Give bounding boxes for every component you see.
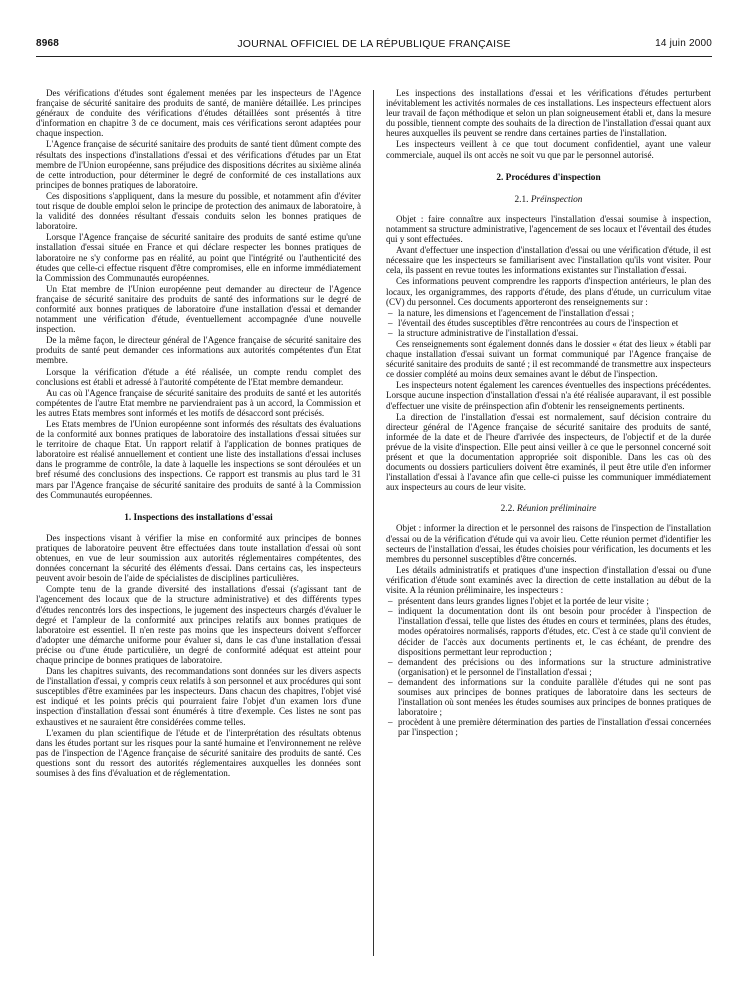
header-rule xyxy=(36,56,712,57)
list-item: – demandent des précisions ou des informations sur la structure administrative (organisation) et le personnel de l'installation d'essai ; xyxy=(386,657,711,677)
paragraph: Les inspections des installations d'essai et les vérifications d'études perturbent inévitablement les activités normales de ces installations. Les inspecteurs effectuent alors leur travail de façon méthodique et selon un plan soigneusement établi et, dans la mesure du possible, tiennent compte des souhaits de la direction de l'installation d'essai quant aux heures auxquelles ils peuvent se rendre dans certaines parties de l'installation. xyxy=(386,88,711,139)
left-column xyxy=(36,88,361,779)
subsection-heading xyxy=(386,504,711,514)
paragraph: Un Etat membre de l'Union européenne peut demander au directeur de l'Agence française de sécurité sanitaire des produits de santé des informations sur le degré de conformité aux bonnes pratiques de laboratoire d'une installation d'essai et demander notamment une vérification d'étude, éventuellement accompagnée d'une nouvelle inspection. xyxy=(36,283,361,335)
paragraph: Avant d'effectuer une inspection d'installation d'essai ou une vérification d'étude, il est nécessaire que les inspecteurs se familiarisent avec l'installation qu'ils vont visiter. Pour cela, ils passent en revue toutes les informations existantes sur l'installation d'essai. xyxy=(386,245,711,276)
list-item: – présentent dans leurs grandes lignes l'objet et la portée de leur visite ; xyxy=(386,596,711,606)
subsection-number: 2.1. xyxy=(514,194,529,205)
paragraph: Ces informations peuvent comprendre les rapports d'inspection antérieurs, le plan des locaux, les organigrammes, des rapports d'étude, des plans d'étude, un curriculum vitae (CV) du personnel. Ces documents apporteront des renseignements sur : xyxy=(386,276,711,307)
paragraph: Les Etats membres de l'Union européenne sont informés des résultats des évaluations de la conformité aux bonnes pratiques de laboratoire des installations d'essai situées sur le territoire de chaque Etat. Un rapport relatif à l'application de bonnes pratiques de laboratoire est réalisé annuellement et contient une liste des installations d'essai incluses dans le programme de contrôle, la date à laquelle les inspections se sont déroulées et un bref résumé des conclusions des inspections. Ce rapport est transmis au plus tard le 31 mars par l'Agence française de sécurité sanitaire des produits de santé à la Commission des Communautés européennes. xyxy=(36,419,361,500)
page-number: 8968 xyxy=(36,38,60,49)
paragraph: L'examen du plan scientifique de l'étude et de l'interprétation des résultats obtenus dans les études portant sur les risques pour la santé humaine et l'environnement ne relève pas de l'inspection de l'Agence française de sécurité sanitaire des produits de santé. Ces questions sont du ressort des autorités réglementaires auxquelles les données sont soumises à des fins d'évaluation et de réglementation. xyxy=(36,727,361,778)
paragraph: Objet : informer la direction et le personnel des raisons de l'inspection de l'installation d'essai ou de la vérification d'étude qui va avoir lieu. Cette réunion permet d'identifier les secteurs de l'installation d'essai, les études choisies pour vérification, les documents et les membres du personnel susceptibles d'être concernés. xyxy=(386,523,711,564)
paragraph: Compte tenu de la grande diversité des installations d'essai (s'agissant tant de l'agencement des locaux que de la structure administrative) et des différents types d'études rencontrés lors des inspections, le jugement des inspecteurs chargés d'évaluer le degré et l'ampleur de la conformité aux principes relatifs aux bonnes pratiques de laboratoire est essentiel. Il n'en reste pas moins que les inspecteurs doivent s'efforcer d'adopter une démarche uniforme pour évaluer si, dans le cas d'une installation d'essai précise ou d'une étude particulière, un degré de conformité adéquat est atteint pour chaque principe de bonnes pratiques de laboratoire. xyxy=(36,584,361,665)
paragraph: Lorsque la vérification d'étude a été réalisée, un compte rendu complet des conclusions est établi et adressé à l'autorité compétente de l'Etat membre demandeur. xyxy=(36,366,361,387)
paragraph: Les détails administratifs et pratiques d'une inspection d'installation d'essai ou d'une vérification d'étude sont examinés avec la direction de cette installation au début de la visite. A la réunion préliminaire, les inspecteurs : xyxy=(386,564,711,596)
subsection-title: Préinspection xyxy=(530,194,583,205)
list-item: – indiquent la documentation dont ils ont besoin pour procéder à l'inspection de l'installation d'essai, telle que listes des études en cours et terminées, plans des études, modes opératoires normalisés, rapports d'études, etc. C'est à ce stade qu'il convient de décider de l'accès aux documents pertinents et, le cas échéant, de prendre des dispositions permettant leur reproduction ; xyxy=(386,606,711,656)
list-item: – procèdent à une première détermination des parties de l'installation d'essai concernées par l'inspection ; xyxy=(386,717,711,737)
subsection-number: 2.2. xyxy=(500,504,515,515)
paragraph: Objet : faire connaître aux inspecteurs l'installation d'essai soumise à inspection, notamment sa structure administrative, l'agencement de ses locaux et l'éventail des études qui y sont effectuées. xyxy=(386,213,711,245)
page-header xyxy=(36,38,712,52)
paragraph: Les inspecteurs veillent à ce que tout document confidentiel, ayant une valeur commerciale, auquel ils ont accès ne soit vu que par le personnel autorisé. xyxy=(386,139,711,160)
paragraph: Ces dispositions s'appliquent, dans la mesure du possible, et notamment afin d'éviter tout risque de double emploi selon le principe de protection des animaux de laboratoire, à la validité des données résultant d'essais conduits selon les bonnes pratiques de laboratoire. xyxy=(36,190,361,232)
bullet-list xyxy=(386,308,711,338)
paragraph: Les inspecteurs notent également les carences éventuelles des inspections précédentes. Lorsque aucune inspection d'installation d'essai n'a été réalisée auparavant, il est possible d'effectuer une visite de préinspection afin d'obtenir les renseignements pertinents. xyxy=(386,380,711,411)
paragraph: De la même façon, le directeur général de l'Agence française de sécurité sanitaire des produits de santé peut demander ces informations aux autorités compétentes d'un Etat membre. xyxy=(36,335,361,366)
list-item: – la structure administrative de l'installation d'essai. xyxy=(386,328,711,338)
subsection-heading xyxy=(386,195,711,205)
paragraph: Dans les chapitres suivants, des recommandations sont données sur les divers aspects de l'installation d'essai, y compris ceux relatifs à son personnel et aux procédures qui sont susceptibles d'être examinées par les inspecteurs. Dans chacun des chapitres, l'objet visé est indiqué et les points précis qui pourraient faire l'objet d'un examen lors d'une inspection d'installation d'essai sont énumérés à titre d'exemple. Ces listes ne sont pas exhaustives et ne sauraient être considérées comme telles. xyxy=(36,666,361,727)
paragraph: Ces renseignements sont également donnés dans le dossier « état des lieux » établi par chaque installation d'essai suivant un format communiqué par l'Agence française de sécurité sanitaire des produits de santé ; il est recommandé de transmettre aux inspecteurs ce dossier complété au moins deux semaines avant le début de l'inspection. xyxy=(386,338,711,380)
right-column xyxy=(386,88,711,738)
list-item: – la nature, les dimensions et l'agencement de l'installation d'essai ; xyxy=(386,308,711,318)
paragraph: Des inspections visant à vérifier la mise en conformité aux principes de bonnes pratiques de laboratoire peuvent être effectuées dans toute installation d'essai où sont obtenues, en vue de leur soumission aux autorités réglementaires compétentes, des données concernant la sécurité des éléments d'essai. Dans certains cas, les inspecteurs peuvent avoir besoin de l'aide de spécialistes de disciplines particulières. xyxy=(36,532,361,584)
journal-title: JOURNAL OFFICIEL DE LA RÉPUBLIQUE FRANÇAISE xyxy=(237,38,511,50)
section-heading: 1. Inspections des installations d'essai xyxy=(124,512,273,523)
column-divider xyxy=(373,90,374,956)
paragraph: Des vérifications d'études sont également menées par les inspecteurs de l'Agence française de sécurité sanitaire des produits de santé, de manière détaillée. Les principes généraux de conduite des vérifications d'études détaillées sont présentés à titre d'information en chapitre 3 de ce document, mais ces vérifications seront adaptées pour chaque inspection. xyxy=(36,88,361,139)
paragraph: L'Agence française de sécurité sanitaire des produits de santé tient dûment compte des résultats des inspections d'installations d'essai et des vérifications d'études par un Etat membre de l'Union européenne, sans préjudice des dispositions décrites au sixième alinéa de cette introduction, pour déterminer le degré de conformité de ces installations aux principes de bonnes pratiques de laboratoire. xyxy=(36,139,361,190)
paragraph: Lorsque l'Agence française de sécurité sanitaire des produits de santé estime qu'une installation d'essai située en France et qui déclare respecter les bonnes pratiques de laboratoire ne s'y conforme pas en réalité, au point que l'intégrité ou l'authenticité des études que celle-ci effectue risquent d'être compromises, elle en informe immédiatement la Commission des Communautés européennes. xyxy=(36,232,361,283)
paragraph: La direction de l'installation d'essai est normalement, sauf décision contraire du directeur général de l'Agence française de sécurité sanitaire des produits de santé, informée de la date et de l'heure d'arrivée des inspecteurs, de l'objectif et de la durée prévue de la visite d'inspection. Elle peut ainsi veiller à ce que le personnel concerné soit présent et que la documentation appropriée soit disponible. Dans les cas où des documents ou dossiers particuliers doivent être examinés, il peut être utile d'en informer l'installation d'essai à l'avance afin que celle-ci puisse les communiquer immédiatement aux inspecteurs au cours de leur visite. xyxy=(386,411,711,493)
paragraph: Au cas où l'Agence française de sécurité sanitaire des produits de santé et les autorités compétentes de l'autre Etat membre ne parviendraient pas à un accord, la Commission et les autres Etats membres sont informés et les motifs de désaccord sont précisés. xyxy=(36,387,361,418)
section-heading: 2. Procédures d'inspection xyxy=(496,172,601,183)
list-item: – l'éventail des études susceptibles d'être rencontrées au cours de l'inspection et xyxy=(386,318,711,328)
subsection-title: Réunion préliminaire xyxy=(516,504,597,515)
list-item: – demandent des informations sur la conduite parallèle d'études qui ne sont pas soumises aux principes de bonnes pratiques de laboratoire dans les secteurs de l'installation où sont menées les études soumises aux principes de bonnes pratiques de laboratoire ; xyxy=(386,677,711,717)
bullet-list xyxy=(386,596,711,737)
issue-date: 14 juin 2000 xyxy=(655,38,712,49)
